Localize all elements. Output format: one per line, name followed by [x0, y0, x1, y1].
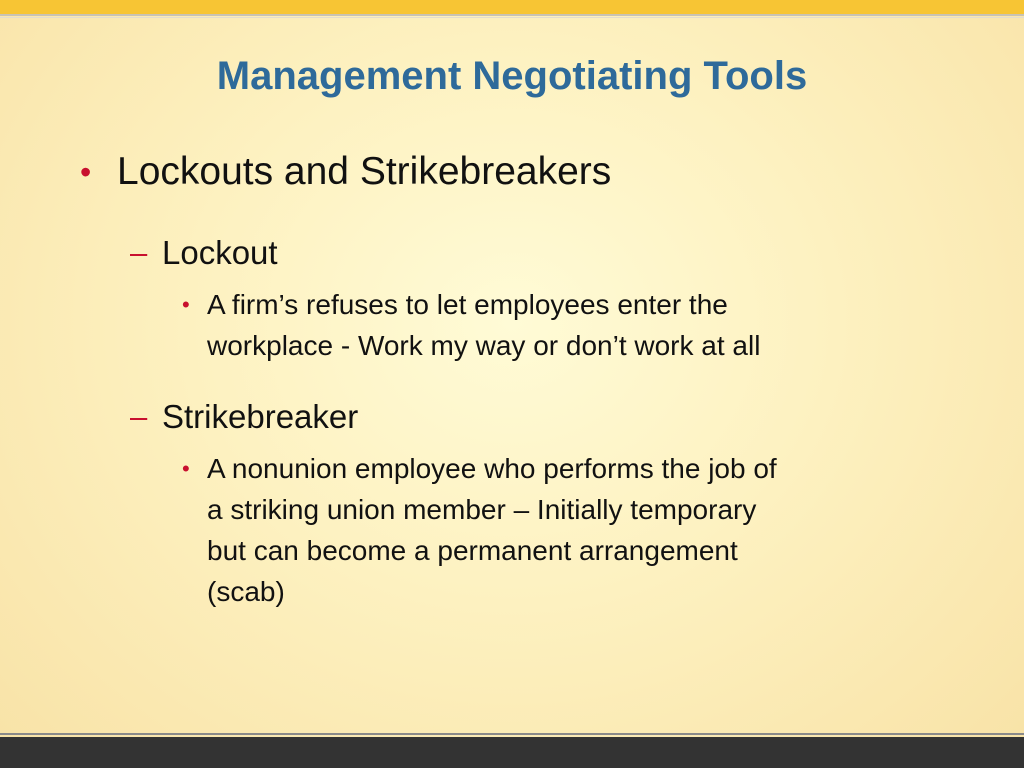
sub-item-label-lockout: Lockout — [162, 234, 278, 271]
detail-line: workplace - Work my way or don’t work at all — [207, 330, 761, 361]
bottom-divider-line — [0, 733, 1024, 735]
top-divider-line-thin — [0, 17, 1024, 18]
main-bullet-icon: • — [80, 154, 92, 190]
detail-text-lockout — [207, 284, 927, 366]
detail-line: a striking union member – Initially temporary — [207, 494, 757, 525]
bottom-footer-bar — [0, 737, 1024, 768]
detail-line: but can become a permanent arrangement — [207, 535, 738, 566]
sub-item-label-strikebreaker: Strikebreaker — [162, 398, 359, 435]
sub-item-dash-strikebreaker: – — [130, 399, 148, 434]
slide-title: Management Negotiating Tools — [216, 54, 808, 98]
detail-line: A nonunion employee who performs the job of — [207, 453, 777, 484]
detail-line: A firm’s refuses to let employees enter the — [207, 289, 728, 320]
sub-item-dash-lockout: – — [130, 235, 148, 270]
detail-text-strikebreaker — [207, 448, 927, 612]
detail-line: (scab) — [207, 576, 285, 607]
main-bullet-text: Lockouts and Strikebreakers — [117, 150, 612, 193]
detail-bullet-icon: • — [182, 292, 190, 317]
detail-bullet-icon: • — [182, 456, 190, 481]
top-divider-line — [0, 14, 1024, 16]
top-accent-bar — [0, 0, 1024, 14]
